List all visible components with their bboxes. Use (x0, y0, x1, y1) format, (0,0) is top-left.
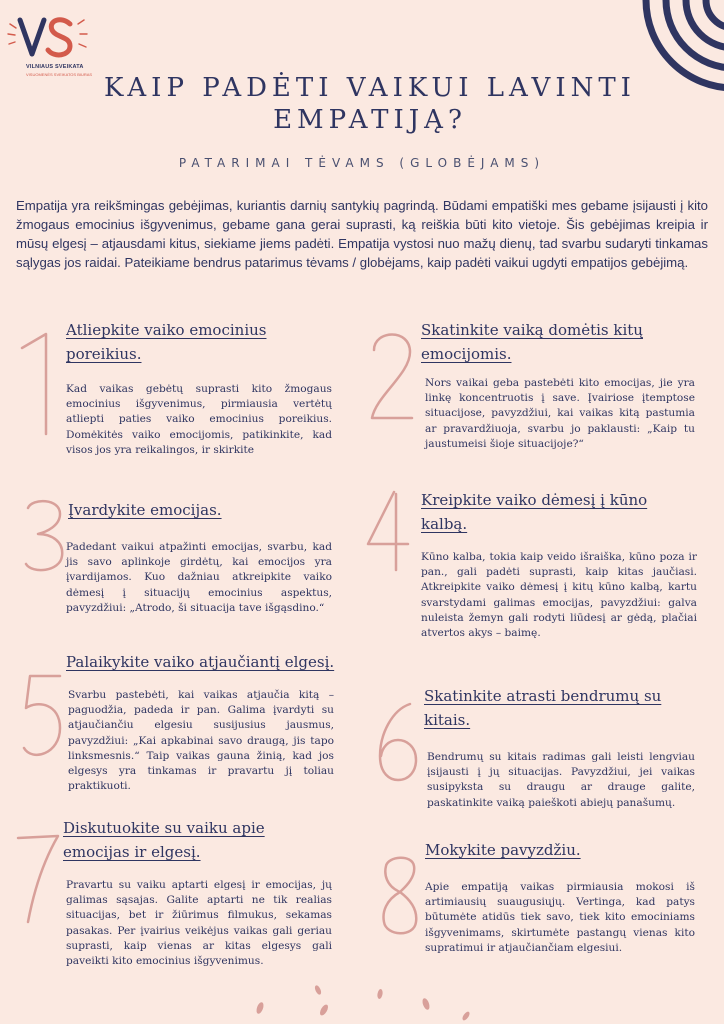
logo-name: VILNIAUS SVEIKATA (26, 64, 84, 70)
decorative-dots-icon (230, 980, 480, 1024)
tip-title-3: Įvardykite emocijas. (68, 501, 222, 519)
tip-number-8 (378, 850, 422, 942)
tip-text-8: Apie empatiją vaikas pirmiausia mokosi iš artimiausių suaugusiųjų. Vertinga, kad patys būtumėte atidūs tiek savo, tiek kito emociniams išgyvenimams, skirtumėte pastangų vienas kito supratimui ir atjaučiančiam elgesiui. (425, 881, 695, 954)
tip-text-7: Pravartu su vaiku aptarti elgesį ir emocijas, jų galimas sąsajas. Galite aptarti ne tik realias situacijas, bet ir žiūrimus filmukus, sekamas pasakas. Per įvairius veikėjus vaikas gali geriau suprasti, kaip vienas ar kitas elgesys gali paveikti kito emocinius išgyvenimus. (66, 879, 332, 968)
tip-title-1: Atliepkite vaiko emocinius poreikius. (66, 321, 267, 363)
tip-text-5: Svarbu pastebėti, kai vaikas atjaučia kitą – paguodžia, padeda ir pan. Galima įvardyti su atjaučiančiu elgesiu susijusius jausmus, pavyzdžiui: „Kai apkabinai savo draugą, jis tapo linksmesnis.“ Taip vaikas gauna žinią, kad jos elgesys yra tinkamas ir pravartu jį toliau praktikuoti. (68, 689, 334, 793)
tip-number-3 (22, 496, 66, 576)
logo-tagline: VISUOMENĖS SVEIKATOS BIURAS (26, 72, 93, 77)
tip-title-8: Mokykite pavyzdžiu. (425, 841, 581, 859)
page-title: KAIP PADĖTI VAIKUI LAVINTI EMPATIJĄ? (104, 73, 636, 135)
tip-text-2: Nors vaikai geba pastebėti kito emocijas, jie yra linkę koncentruotis į save. Įvairiose įtemptose situacijose, pavyzdžiui, kai vaikas kitą pastumia ar pravardžiuoja, svarbu jo paklausti: „Kaip tu jaustumeisi šioje situacijoje?“ (425, 377, 695, 450)
tip-title-5: Palaikykite vaiko atjaučiantį elgesį. (66, 653, 335, 671)
tip-number-2 (368, 326, 416, 422)
tip-text-3: Padedant vaikui atpažinti emocijas, svarbu, kad jis savo aplinkoje girdėtų, kai emocijos yra įvardijamos. Kuo dažniau atkreipkite vaiko dėmesį į situacijų emocinius aspektus, pavyzdžiui: „Atrodo, ši situacija tave išgąsdino.“ (66, 541, 332, 614)
tip-title-4: Kreipkite vaiko dėmesį į kūno kalbą. (421, 491, 648, 533)
tip-text-6: Bendrumų su kitais radimas gali leisti lengviau įsijausti į jų situacijas. Pavyzdžiui, jei vaikas susipyksta su draugu ar drauge galite, paskatinkite vaiką paieškoti abiejų panašumų. (427, 751, 695, 809)
tip-number-1 (16, 330, 60, 440)
intro-paragraph: Empatija yra reikšmingas gebėjimas, kuriantis darnių santykių pagrindą. Būdami empatiški mes gebame įsijausti į kito žmogaus emocinius išgyvenimus, gebame gana gerai suprasti, ką reiškia būti kito vietoje. Šis gebėjimas kreipia ir mūsų elgesį – atjausdami kitus, siekiame jiems padėti. Empatija vystosi nuo mažų dienų, tad svarbu sudaryti tinkamas sąlygas jos raidai. Pateikiame bendrus patarimus tėvams / globėjams, kaip padėti vaikui ugdyti empatijos gebėjimą. (16, 198, 708, 270)
tip-number-7 (14, 830, 62, 926)
tip-number-4 (364, 488, 412, 572)
tip-text-4: Kūno kalba, tokia kaip veido išraiška, kūno poza ir pan., gali padėti suprasti, kaip kitas jaučiasi. Atkreipkite vaiko dėmesį į kitų kūno kalbą, kartu svarstydami galimas emocijas, pavyzdžiui: galva nuleista žemyn gali rodyti liūdesį ar gėdą, plačiai atvertos akys – baimę. (421, 551, 697, 640)
tip-title-6: Skatinkite atrasti bendrumų su kitais. (424, 687, 662, 729)
tip-title-7: Diskutuokite su vaiku apie emocijas ir elgesį. (63, 819, 265, 861)
page-subtitle: PATARIMAI TĖVAMS (GLOBĖJAMS) (178, 156, 546, 170)
tip-text-1: Kad vaikas gebėtų suprasti kito žmogaus emocinius išgyvenimus, pirmiausia vertėtų atliepti paties vaiko emocinius poreikius. Domėkitės vaiko emocijomis, patikinkite, kad visos jos yra reikalingos, ir skirkite (66, 383, 332, 456)
tip-title-2: Skatinkite vaiką domėtis kitų emocijomis. (421, 321, 643, 363)
logo-mark-icon (6, 12, 92, 62)
tip-number-6 (376, 700, 420, 784)
tip-number-5 (20, 672, 64, 762)
